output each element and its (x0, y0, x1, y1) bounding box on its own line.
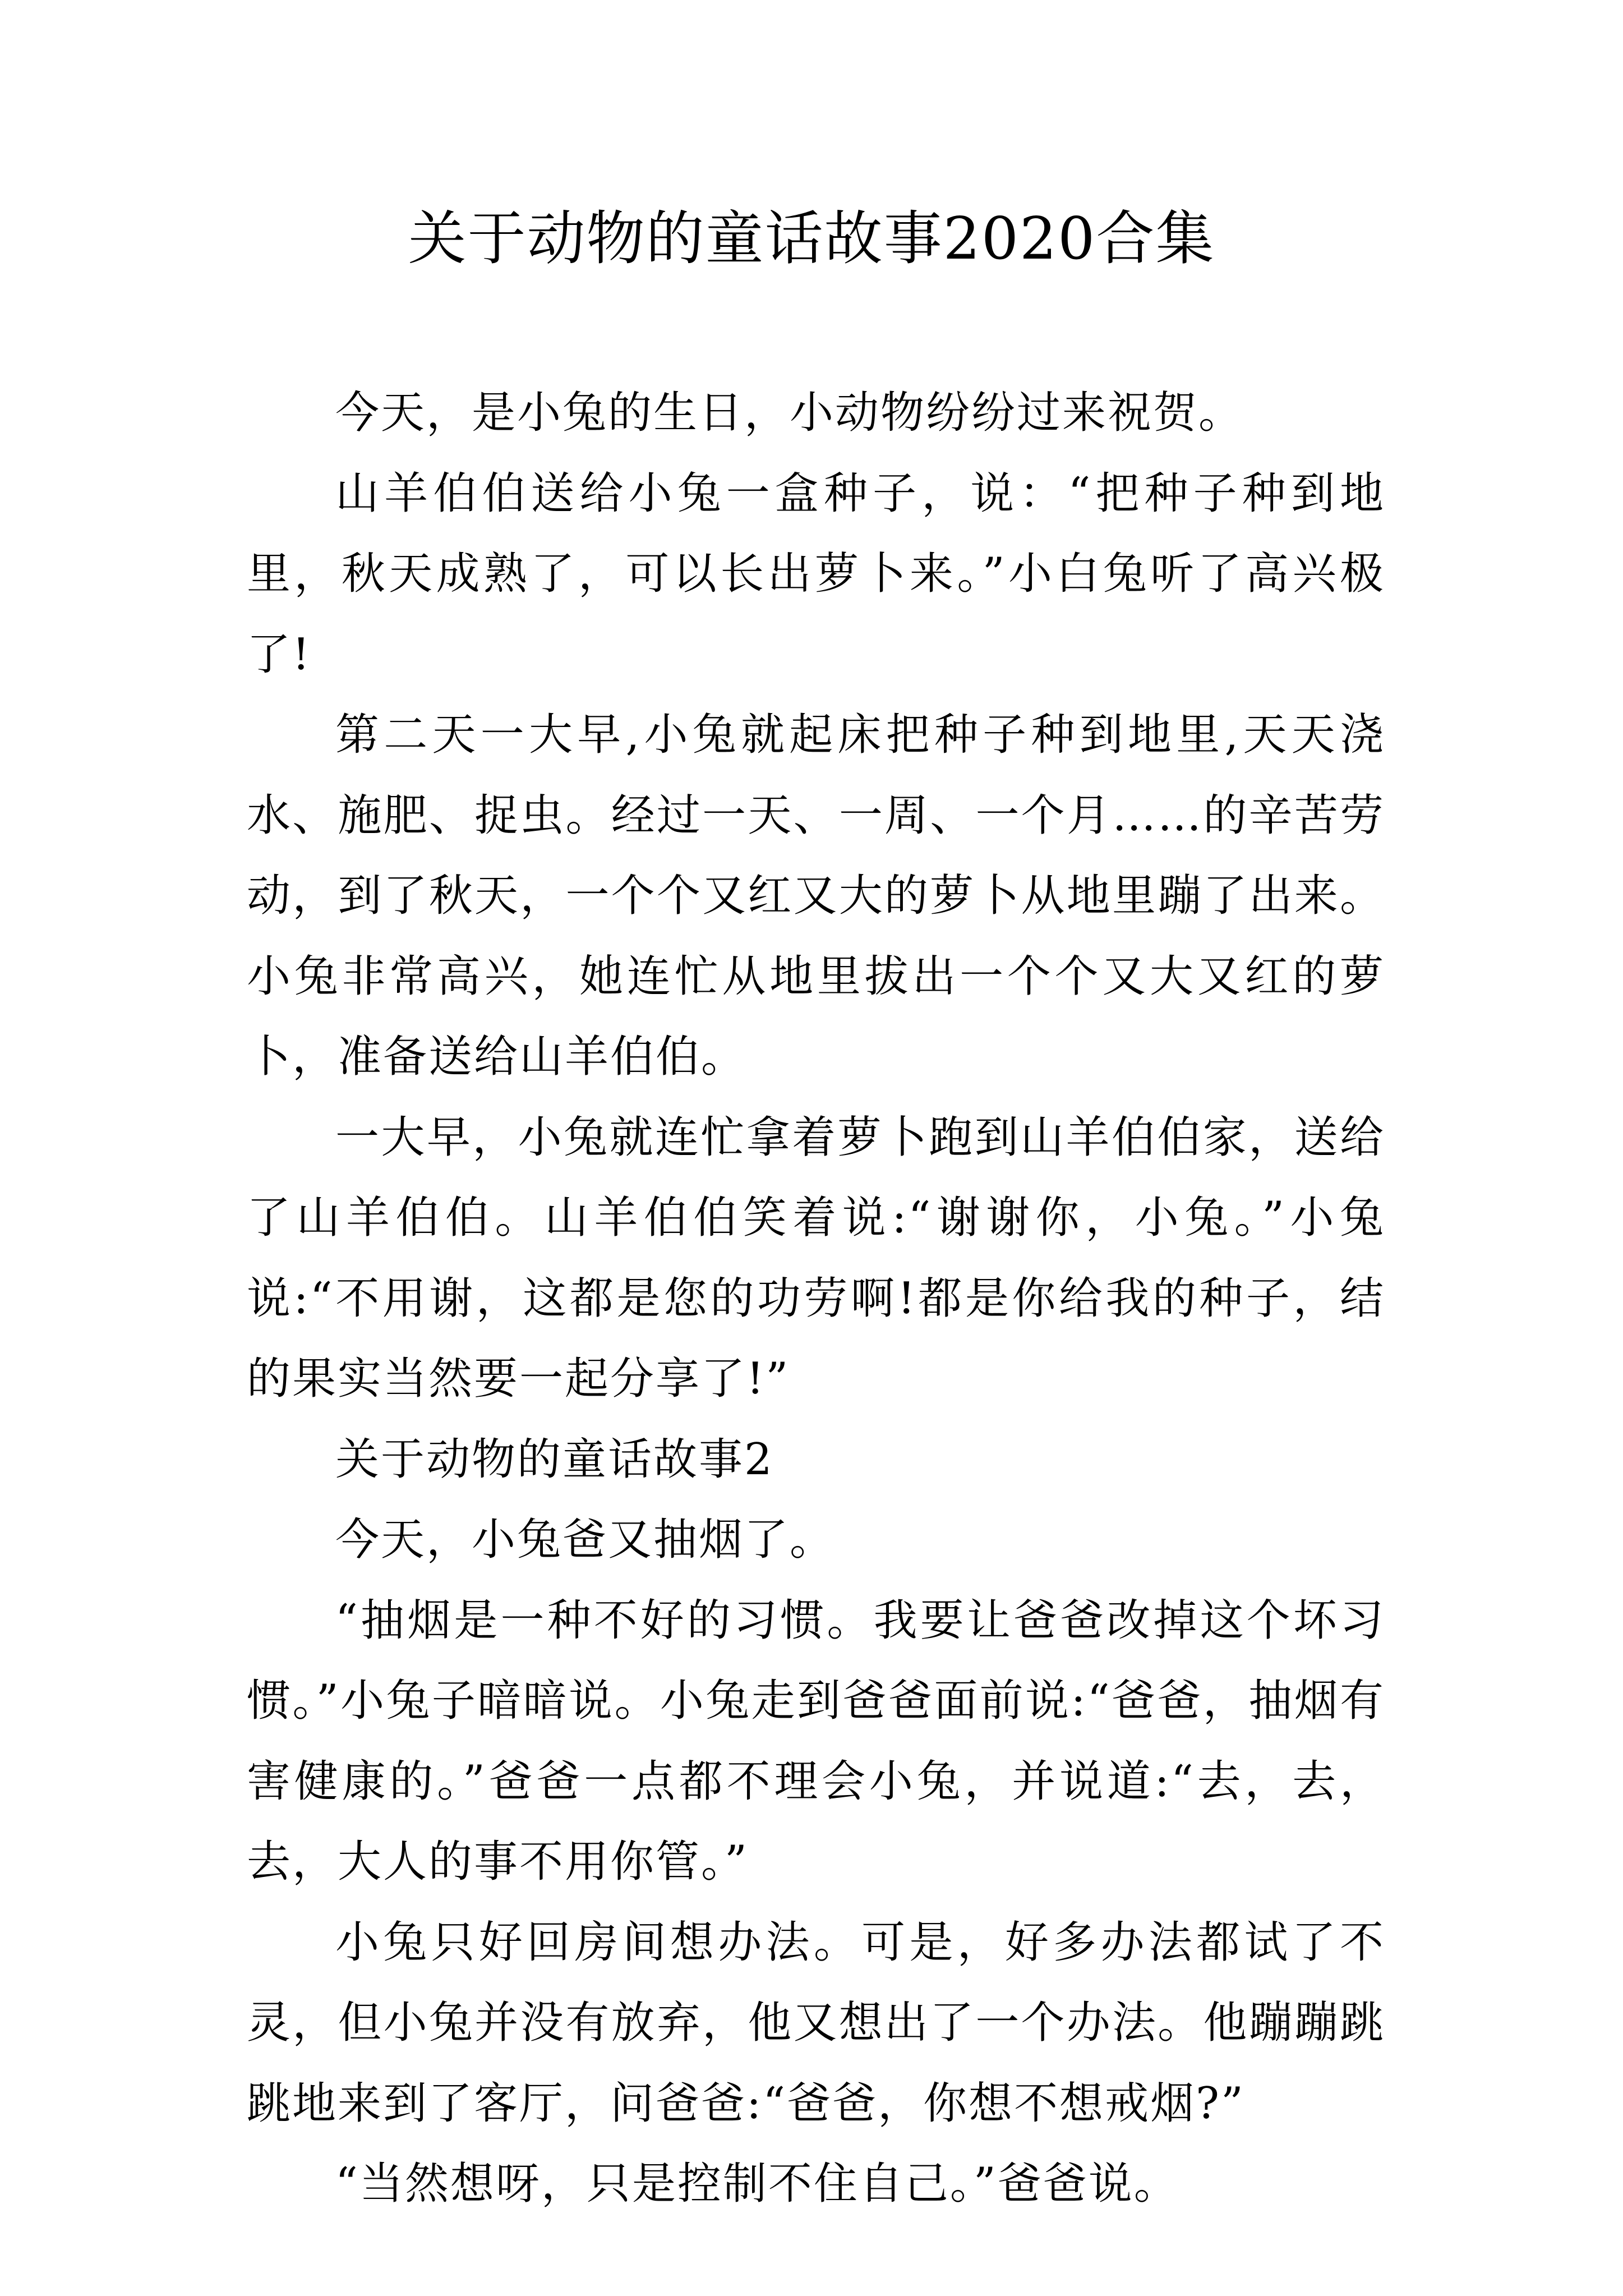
section-heading-story-2: 关于动物的童话故事2 (335, 1434, 774, 1485)
paragraph-8: “当然想呀，只是控制不住自己。”爸爸说。 (335, 2159, 1179, 2209)
paragraph-2: 山羊伯伯送给小兔一盒种子，说：“把种子种到地里，秋天成熟了，可以长出萝卜来。”小白兔听了高兴极了! (247, 468, 1385, 680)
paragraph-1: 今天，是小兔的生日，小动物纷纷过来祝贺。 (335, 388, 1244, 438)
paragraph-7: 小兔只好回房间想办法。可是，好多办法都试了不灵，但小兔并没有放弃，他又想出了一个办法。他蹦蹦跳跳地来到了客厅，问爸爸:“爸爸，你想不想戒烟?” (247, 1917, 1385, 2129)
paragraph-6: “抽烟是一种不好的习惯。我要让爸爸改掉这个坏习惯。”小兔子暗暗说。小兔走到爸爸面前说:“爸爸，抽烟有害健康的。”爸爸一点都不理会小兔，并说道:“去，去，去，大人的事不用你管。” (247, 1595, 1385, 1887)
paragraph-5: 今天，小兔爸又抽烟了。 (335, 1515, 836, 1565)
paragraph-3: 第二天一大早,小兔就起床把种子种到地里,天天浇水、施肥、捉虫。经过一天、一周、一个月……的辛苦劳动，到了秋天，一个个又红又大的萝卜从地里蹦了出来。小兔非常高兴，她连忙从地里拔出一个个又大又红的萝卜，准备送给山羊伯伯。 (247, 710, 1385, 1082)
document-body (247, 373, 1385, 2225)
document-title: 关于动物的童话故事2020合集 (408, 204, 1215, 273)
paragraph-4: 一大早，小兔就连忙拿着萝卜跑到山羊伯伯家，送给了山羊伯伯。山羊伯伯笑着说:“谢谢你，小兔。”小兔说:“不用谢，这都是您的功劳啊!都是你给我的种子，结的果实当然要一起分享了!” (247, 1112, 1385, 1404)
